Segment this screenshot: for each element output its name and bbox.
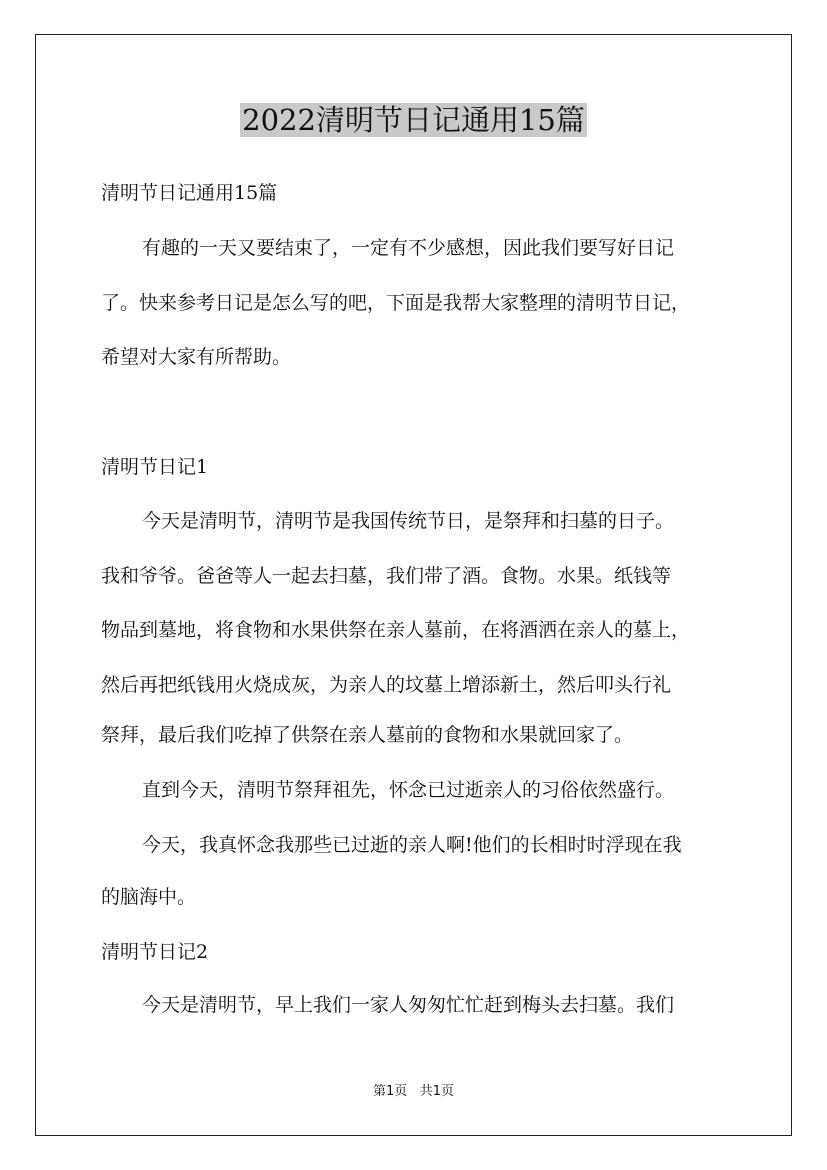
document-title (0, 98, 827, 142)
paragraph-line: 然后再把纸钱用火烧成灰，为亲人的坟墓上增添新土，然后叩头行礼 (101, 674, 672, 696)
page-number: 第1页 (373, 1084, 408, 1099)
paragraph-line: 祭拜，最后我们吃掉了供祭在亲人墓前的食物和水果就回家了。 (101, 724, 634, 746)
paragraph-line: 今天，我真怀念我那些已过逝的亲人啊!他们的长相时时浮现在我 (142, 834, 682, 856)
document-title-text: 2022清明节日记通用15篇 (242, 103, 585, 137)
section-heading-diary-2: 清明节日记2 (101, 941, 209, 963)
paragraph-line: 的脑海中。 (101, 886, 197, 908)
section-heading-diary-1: 清明节日记1 (101, 456, 209, 478)
paragraph-line: 我和爷爷。爸爸等人一起去扫墓，我们带了酒。食物。水果。纸钱等 (101, 565, 672, 587)
intro-line: 了。快来参考日记是怎么写的吧，下面是我帮大家整理的清明节日记， (101, 292, 691, 314)
paragraph-line: 今天是清明节，早上我们一家人匆匆忙忙赶到梅头去扫墓。我们 (142, 994, 675, 1016)
page-footer (0, 1082, 827, 1102)
intro-line: 有趣的一天又要结束了，一定有不少感想，因此我们要写好日记 (142, 237, 675, 259)
intro-line: 希望对大家有所帮助。 (101, 346, 292, 368)
paragraph-line: 物品到墓地，将食物和水果供祭在亲人墓前，在将酒洒在亲人的墓上， (101, 619, 691, 641)
document-subtitle: 清明节日记通用15篇 (101, 182, 278, 204)
page-total: 共1页 (419, 1084, 454, 1099)
paragraph-line: 今天是清明节，清明节是我国传统节日，是祭拜和扫墓的日子。 (142, 510, 675, 532)
paragraph-line: 直到今天，清明节祭拜祖先，怀念已过逝亲人的习俗依然盛行。 (142, 779, 675, 801)
